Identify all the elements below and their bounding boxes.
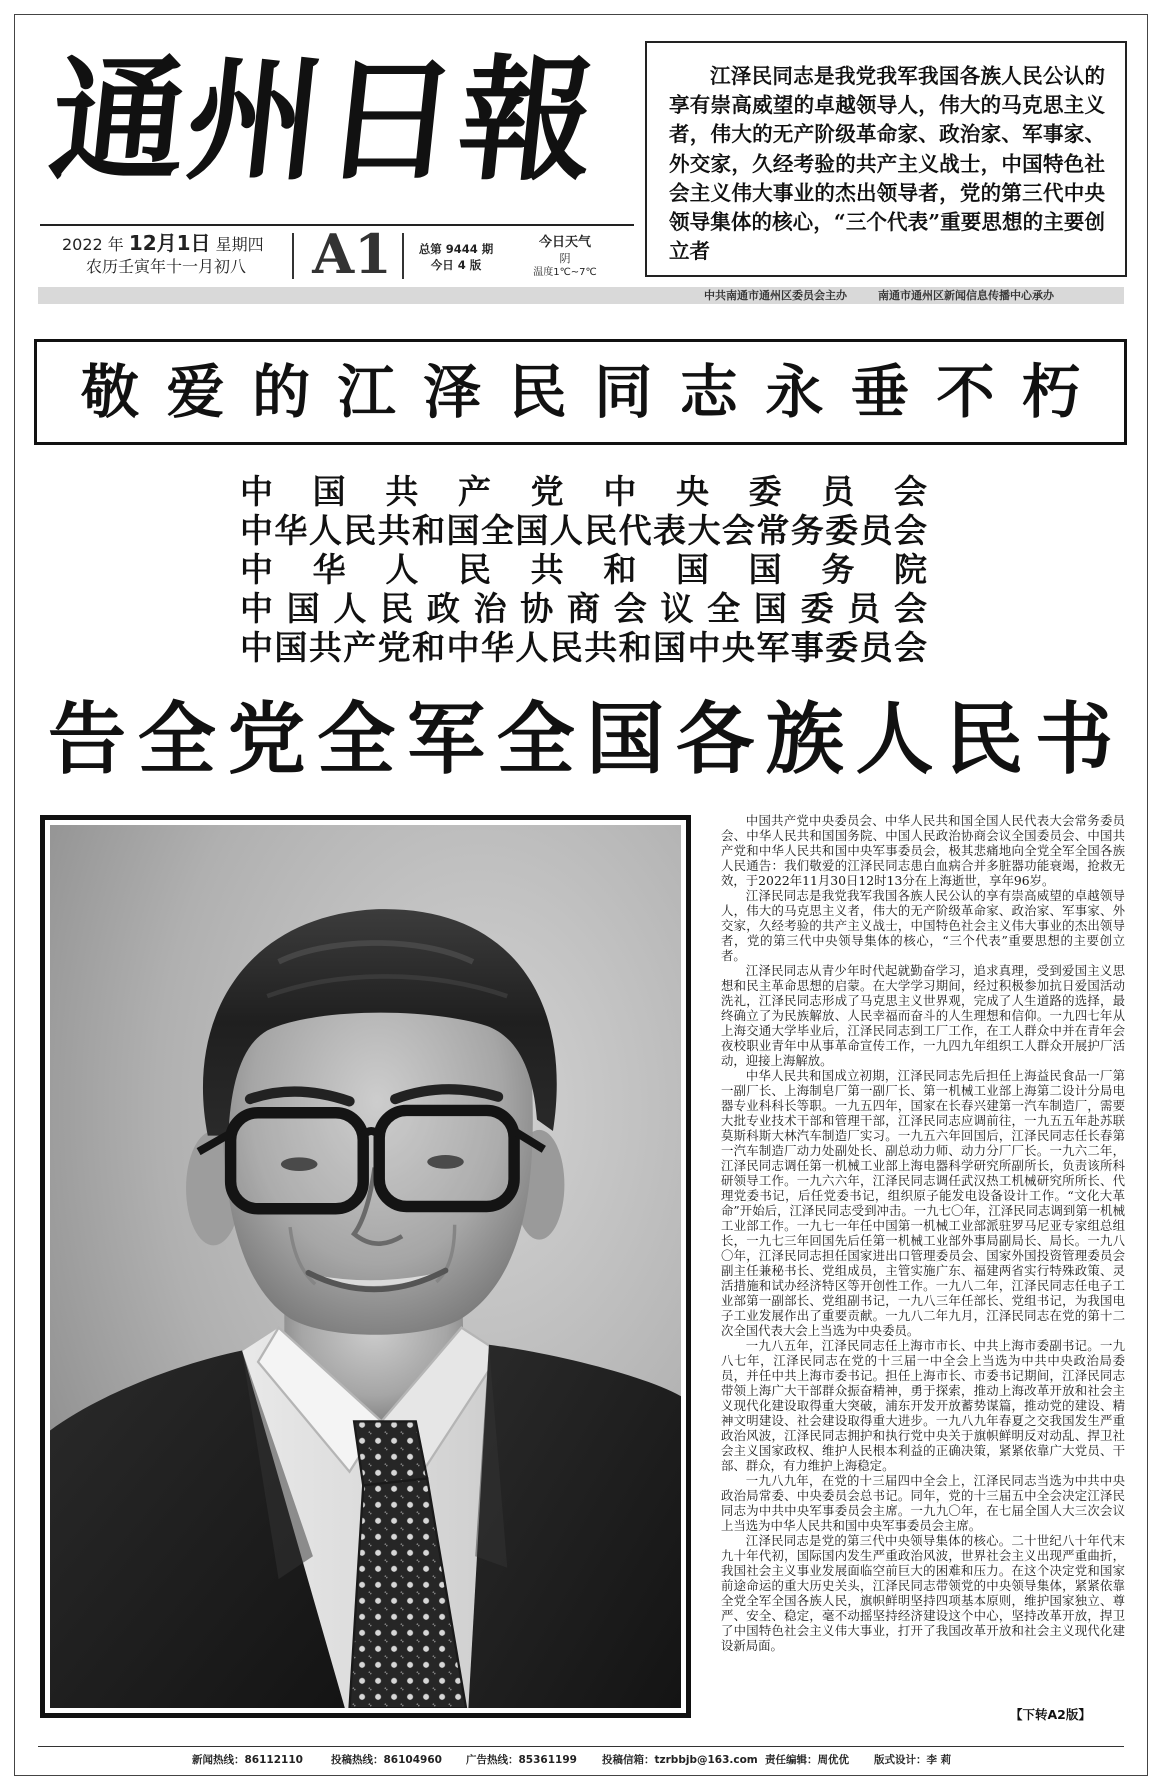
issuer-line: 中国共产党和中华人民共和国中央军事委员会 — [240, 628, 927, 667]
article-paragraph: 江泽民同志是我党我军我国各族人民公认的享有崇高威望的卓越领导人，伟大的马克思主义者，伟大的无产阶级革命家、政治家、军事家、外交家，久经考验的共产主义战士，中国特色社会主义伟大事业的杰出领导者，党的第三代中央领导集体的核心，“三个代表”重要思想的主要创立者。 — [721, 888, 1125, 963]
masthead-logo: 通州日報 — [43, 41, 605, 199]
weather-label: 今日天气 — [538, 235, 591, 250]
page-number: A1 — [312, 222, 392, 286]
issue-weekday: 星期四 — [215, 235, 264, 254]
footer-layout-designer: 版式设计：李 莉 — [874, 1754, 952, 1766]
header-divider — [292, 233, 294, 279]
issue-serial: 总第 9444 期 — [418, 242, 494, 256]
article-paragraph: 江泽民同志从青少年时代起就勤奋学习，追求真理，受到爱国主义思想和民主革命思想的启蒙。在大学学习期间，经过积极参加抗日爱国活动洗礼，江泽民同志形成了马克思主义世界观，完成了人生道路的选择，最终确立了为民族解放、人民幸福而奋斗的人生理想和信仰。一九四七年从上海交通大学毕业后，江泽民同志到工厂工作，在工人群众中并在青年会夜校职业青年中从事革命宣传工作，一九四九年组织工人群众开展护厂活动，迎接上海解放。 — [721, 963, 1125, 1068]
article-paragraph: 一九八九年，在党的十三届四中全会上，江泽民同志当选为中共中央政治局常委、中央委员会总书记。同年，党的十三届五中全会决定江泽民同志为中共中央军事委员会主席。一九九〇年，在七届全国人大三次会议上当选为中华人民共和国中央军事委员会主席。 — [721, 1473, 1125, 1533]
article-paragraph: 一九八五年，江泽民同志任上海市市长、中共上海市委副书记。一九八七年，江泽民同志在党的十三届一中全会上当选为中共中央政治局委员，并任中共上海市委书记。担任上海市长、市委书记期间，江泽民同志带领上海广大干部群众振奋精神，勇于探索，推动上海改革开放和社会主义现代化建设取得重大突破，浦东开发开放蓄势谋篇，推动党的建设、精神文明建设、社会建设取得重大进步。一九八九年春夏之交我国发生严重政治风波，江泽民同志拥护和执行党中央关于旗帜鲜明反对动乱、捍卫社会主义国家政权、维护人民根本利益的正确决策，紧紧依靠广大党员、干部、群众，有力维护上海稳定。 — [721, 1338, 1125, 1473]
publisher-organizer: 南通市通州区新闻信息传播中心承办 — [878, 289, 1054, 302]
headline: 敬爱的江泽民同志永垂不朽 — [81, 358, 1080, 426]
issuer-line: 中国人民政治协商会议全国委员会 — [240, 589, 927, 628]
footer-editor: 责任编辑：周优优 — [765, 1754, 849, 1766]
issue-day: 12月1日 — [128, 231, 211, 255]
article-title: 告全党全军全国各族人民书 — [48, 695, 1113, 785]
portrait-photo — [50, 825, 681, 1708]
footer-submission-hotline: 投稿热线：86104960 — [331, 1754, 442, 1766]
footer-submission-email: 投稿信箱：tzrbbjb@163.com — [602, 1754, 758, 1766]
footer-ad-hotline: 广告热线：85361199 — [466, 1754, 577, 1766]
weather-condition: 阴 — [559, 252, 571, 265]
weather-temperature: 温度1℃~7℃ — [533, 267, 597, 278]
issuer-list — [240, 472, 927, 667]
issuer-line: 中国共产党中央委员会 — [240, 472, 927, 511]
issuer-line: 中华人民共和国国务院 — [240, 550, 927, 589]
lunar-date: 农历壬寅年十一月初八 — [86, 257, 247, 276]
highlight-box: 江泽民同志是我党我军我国各族人民公认的享有崇高威望的卓越领导人，伟大的马克思主义者，伟大的无产阶级革命家、政治家、军事家、外交家，久经考验的共产主义战士，中国特色社会主义伟大事业的杰出领导者，党的第三代中央领导集体的核心，“三个代表”重要思想的主要创立者 — [645, 41, 1127, 277]
issue-year: 2022 年 — [62, 235, 124, 254]
issuer-line: 中华人民共和国全国人民代表大会常务委员会 — [240, 511, 927, 550]
header-divider — [402, 233, 404, 279]
article-paragraph: 中国共产党中央委员会、中华人民共和国全国人民代表大会常务委员会、中华人民共和国国务院、中国人民政治协商会议全国委员会、中国共产党和中华人民共和国中央军事委员会，极其悲痛地向全党全军全国各族人民通告：我们敬爱的江泽民同志患白血病合并多脏器功能衰竭，抢救无效，于2022年11月30日12时13分在上海逝世，享年96岁。 — [721, 813, 1125, 888]
issue-date — [62, 231, 264, 257]
article-paragraph: 江泽民同志是党的第三代中央领导集体的核心。二十世纪八十年代末九十年代初，国际国内发生严重政治风波，世界社会主义出现严重曲折，我国社会主义事业发展面临空前巨大的困难和压力。在这个决定党和国家前途命运的重大历史关头，江泽民同志带领党的中央领导集体，紧紧依靠全党全军全国各族人民，旗帜鲜明坚持四项基本原则，维护国家独立、尊严、安全、稳定，毫不动摇坚持经济建设这个中心，坚持改革开放，捍卫了中国特色社会主义伟大事业，打开了我国改革开放和社会主义现代化建设新局面。 — [721, 1533, 1125, 1653]
article-body — [721, 813, 1125, 1653]
continued-notice: 【下转A2版】 — [1010, 1707, 1091, 1722]
footer-rule — [38, 1746, 1124, 1747]
issue-serial-block — [408, 241, 504, 273]
pages-today: 今日 4 版 — [430, 258, 482, 272]
weather-block — [520, 234, 610, 279]
footer-news-hotline: 新闻热线：86112110 — [192, 1754, 303, 1766]
publisher-host: 中共南通市通州区委员会主办 — [704, 289, 847, 302]
portrait-frame — [40, 815, 691, 1718]
headline-box — [34, 339, 1127, 445]
publisher-bar — [38, 287, 1124, 304]
article-paragraph: 中华人民共和国成立初期，江泽民同志先后担任上海益民食品一厂第一副厂长、上海制皂厂第一副厂长、第一机械工业部上海第二设计分局电器专业科科长等职。一九五四年，国家在长春兴建第一汽车制造厂，需要大批专业技术干部和管理干部，江泽民同志应调前往，一九五五年赴苏联莫斯科斯大林汽车制造厂实习。一九五六年回国后，江泽民同志任长春第一汽车制造厂动力处副处长、副总动力师、动力分厂厂长。一九六二年，江泽民同志调任第一机械工业部上海电器科学研究所副所长，负责该所科研领导工作。一九六六年，江泽民同志调任武汉热工机械研究所所长、代理党委书记，后任党委书记，组织原子能发电设备设计工作。“文化大革命”开始后，江泽民同志受到冲击。一九七〇年，江泽民同志调到第一机械工业部工作。一九七一年任中国第一机械工业部派驻罗马尼亚专家组总组长，一九七三年回国先后任第一机械工业部外事局副局长、局长。一九八〇年，江泽民同志担任国家进出口管理委员会、国家外国投资管理委员会副主任兼秘书长、党组成员，主管实施广东、福建两省实行特殊政策、灵活措施和试办经济特区等开创性工作。一九八二年，江泽民同志任电子工业部第一副部长、党组副书记，一九八三年任部长、党组书记，为我国电子工业发展作出了重要贡献。一九八二年九月，江泽民同志在党的第十二次全国代表大会上当选为中央委员。 — [721, 1068, 1125, 1338]
